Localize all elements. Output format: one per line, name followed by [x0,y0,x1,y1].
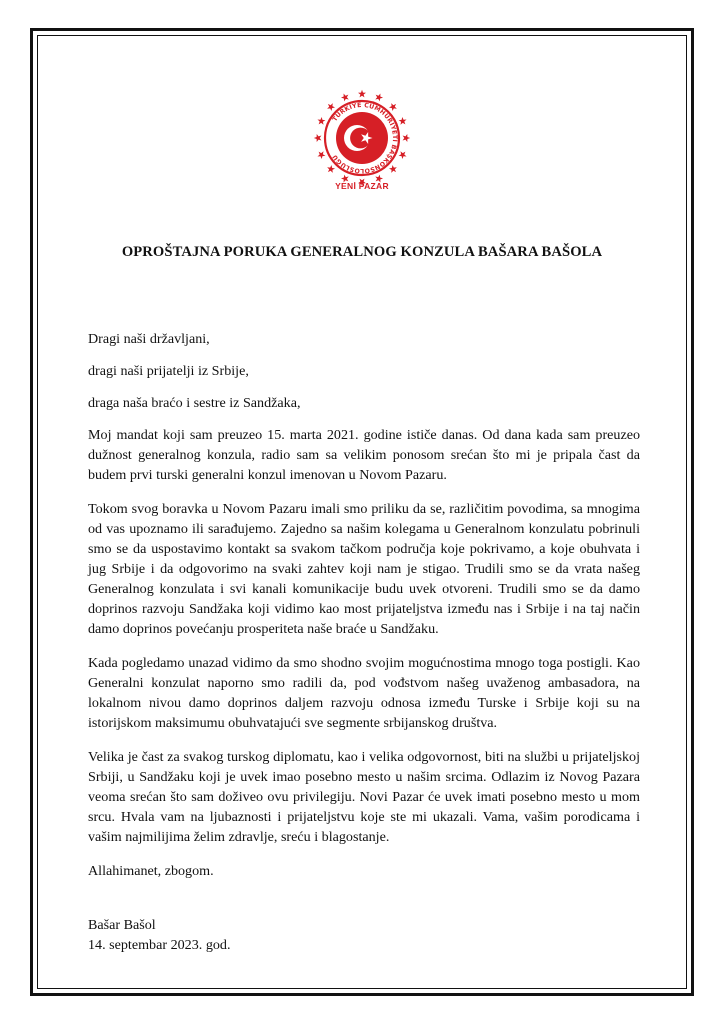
seal-star-icon [375,93,383,101]
seal-star-icon [327,103,335,111]
greeting-line: Dragi naši državljani, [88,331,210,347]
seal-star-icon [399,151,407,159]
seal-ring-text: TÜRKİYE CUMHURİYETİ BAŞKONSOLOSLUĞU [331,101,399,175]
seal-star-icon [314,134,322,142]
seal-star-icon [403,134,411,142]
body-paragraph: Velika je čast za svakog turskog diplomatu, kao i velika odgovornost, biti na službi u prijateljskoj Srbiji, u Sandžaku koji je uvek imao posebno mesto u našim srcima. Odlazim iz Novog Pazara veoma srećan što sam doživeo ovu privilegiju. Novi Pazar će uvek imati posebno mesto u mom srcu. Hvala vam na ljubaznosti i prijateljstvu koje ste mi ukazali. Vama, vašim porodicama i vašim najmilijima želim zdravlje, sreću i blagostanje. [88,749,640,845]
seal-star-icon [389,103,397,111]
seal-star-icon [341,93,349,101]
closing-line: Allahimanet, zbogom. [88,863,214,879]
signature-name: Bašar Bašol [88,917,156,933]
seal-star-icon [389,165,397,173]
signature-date: 14. septembar 2023. god. [88,937,231,953]
seal-star-icon [317,117,325,125]
seal-star-icon [399,117,407,125]
seal-city-label: YENİ PAZAR [335,181,389,191]
greeting-line: draga naša braćo i sestre iz Sandžaka, [88,395,301,411]
letter-body [88,329,640,955]
letter-title: OPROŠTAJNA PORUKA GENERALNOG KONZULA BAŠARA BAŠOLA [121,244,603,260]
greeting-line: dragi naši prijatelji iz Srbije, [88,363,249,379]
seal-star-icon [327,165,335,173]
seal-star-icon [358,90,366,98]
body-paragraph: Kada pogledamo unazad vidimo da smo shodno svojim mogućnostima mnogo toga postigli. Kao Generalni konzulat naporno smo radili da, pod vođstvom našeg uvaženog ambasadora, na lokalnom nivou damo doprinos daljem razvoju odnosa između Turske i Srbije koji su na istorijskom maksimumu obuhvatajući sve segmente srbijanskog društva. [88,655,640,731]
body-paragraph: Moj mandat koji sam preuzeo 15. marta 2021. godine ističe danas. Od dana kada sam preuzeo dužnost generalnog konzula, radio sam sa velikim ponosom srećan što mi je pripala čast da budem prvi turski generalni konzul imenovan u Novom Pazaru. [88,427,640,483]
consulate-seal-icon [312,88,412,188]
body-paragraph: Tokom svog boravka u Novom Pazaru imali smo priliku da se, različitim povodima, sa mnogima od vas upoznamo ili sarađujemo. Zajedno sa našim kolegama u Generalnom konzulatu pobrinuli smo se da uspostavimo kontakt sa svakom tačkom područja koje pokrivamo, a koje obuhvata i jug Srbije i da odgovorimo na svaki zahtev koji nam je stigao. Trudili smo se da vrata našeg Generalnog konzulata i svi kanali komunikacije budu uvek otvoreni. Trudili smo se da damo doprinos razvoju Sandžaka koji vidimo kao most prijateljstva između nas i Srbije i na taj način damo doprinos povećanju prosperiteta naše braće u Sandžaku. [88,501,640,637]
seal-star-icon [317,151,325,159]
